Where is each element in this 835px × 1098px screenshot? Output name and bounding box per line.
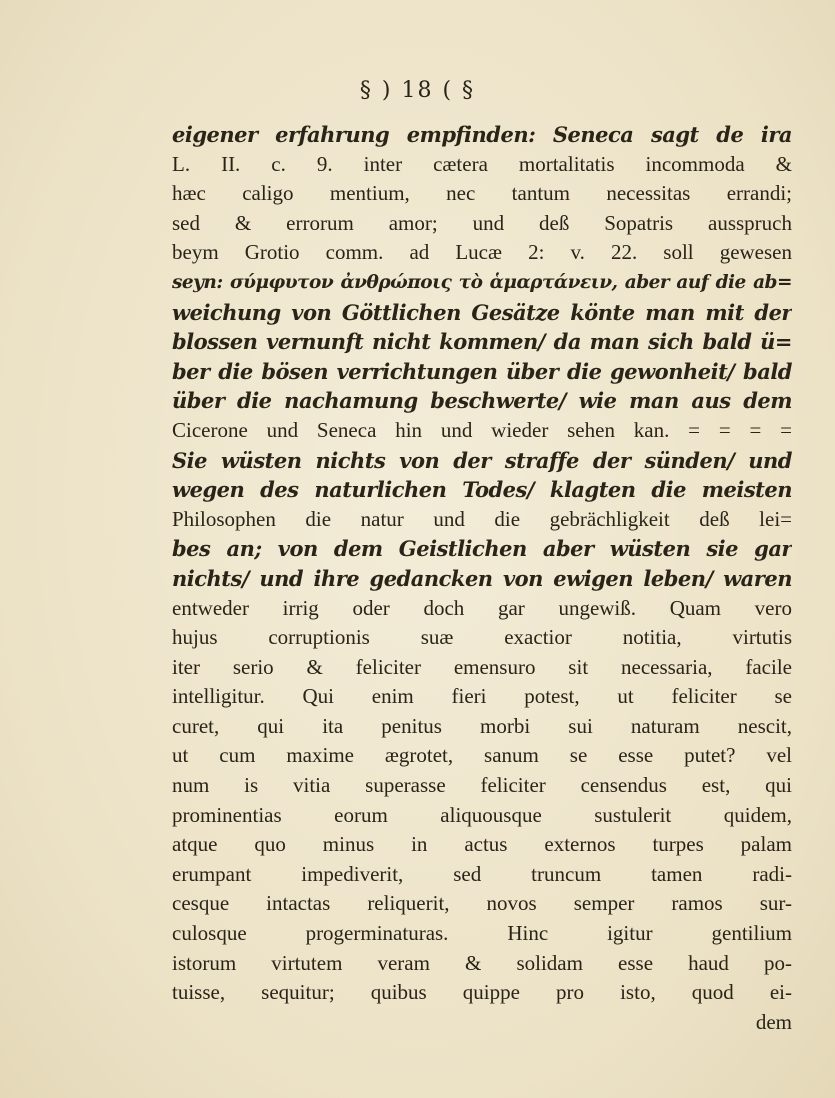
text-line: curet, qui ita penitus morbi sui naturam nescit, xyxy=(172,713,792,738)
text-line: Sie wüsten nichts von der straffe der sünden/ und xyxy=(172,447,792,473)
text-line: num is vitia superasse feliciter censendus est, qui xyxy=(172,773,792,798)
text-line: Philosophen die natur und die gebrächligkeit deß lei= xyxy=(172,506,792,531)
text-line: tuisse, sequitur; quibus quippe pro isto, quod ei- xyxy=(172,980,792,1005)
text-line: eigener erfahrung empfinden: Seneca sagt de ira xyxy=(172,122,792,147)
text-line: erumpant impediverit, sed truncum tamen radi- xyxy=(172,861,792,886)
text-line: nichts/ und ihre gedancken von ewigen leben/ waren xyxy=(172,565,792,591)
text-line: atque quo minus in actus externos turpes palam xyxy=(172,832,792,857)
text-line: ber die bösen verrichtungen über die gewonheit/ bald xyxy=(172,358,792,384)
text-line: beym Grotio comm. ad Lucæ 2: v. 22. soll gewesen xyxy=(172,240,792,265)
text-line: über die nachamung beschwerte/ wie man aus dem xyxy=(172,388,792,414)
text-line: Cicerone und Seneca hin und wieder sehen kan. = = = = xyxy=(172,417,792,442)
catchword: dem xyxy=(755,1009,792,1034)
text-line: cesque intactas reliquerit, novos semper ramos sur- xyxy=(172,891,792,916)
text-line: weichung von Göttlichen Gesätze könte man mit der xyxy=(172,299,792,325)
text-line: prominentias eorum aliquousque sustulerit quidem, xyxy=(172,802,792,827)
text-line: hæc caligo mentium, nec tantum necessitas errandi; xyxy=(172,181,792,206)
running-head: § ) 18 ( § xyxy=(359,78,476,103)
text-line: hujus corruptionis suæ exactior notitia, virtutis xyxy=(172,625,792,650)
text-line: bes an; von dem Geistlichen aber wüsten sie gar xyxy=(172,536,792,562)
body-text xyxy=(172,120,792,1037)
text-line: iter serio & feliciter emensuro sit necessaria, facile xyxy=(172,654,792,679)
text-line: intelligitur. Qui enim fieri potest, ut feliciter se xyxy=(172,684,792,709)
text-line: seyn: σύμφυτον ἀνθρώποις τὸ ἁμαρτάνειν, aber auf die ab= xyxy=(172,271,792,293)
text-line: culosque progerminaturas. Hinc igitur gentilium xyxy=(172,921,792,946)
text-line: L. II. c. 9. inter cætera mortalitatis incommoda & xyxy=(172,151,792,176)
text-line: istorum virtutem veram & solidam esse haud po- xyxy=(172,950,792,975)
text-line: ut cum maxime ægrotet, sanum se esse putet? vel xyxy=(172,743,792,768)
text-line: sed & errorum amor; und deß Sopatris ausspruch xyxy=(172,210,792,235)
text-line: entweder irrig oder doch gar ungewiß. Quam vero xyxy=(172,595,792,620)
text-line: wegen des naturlichen Todes/ klagten die meisten xyxy=(172,477,792,503)
text-line: blossen vernunft nicht kommen/ da man sich bald ü= xyxy=(172,329,792,355)
